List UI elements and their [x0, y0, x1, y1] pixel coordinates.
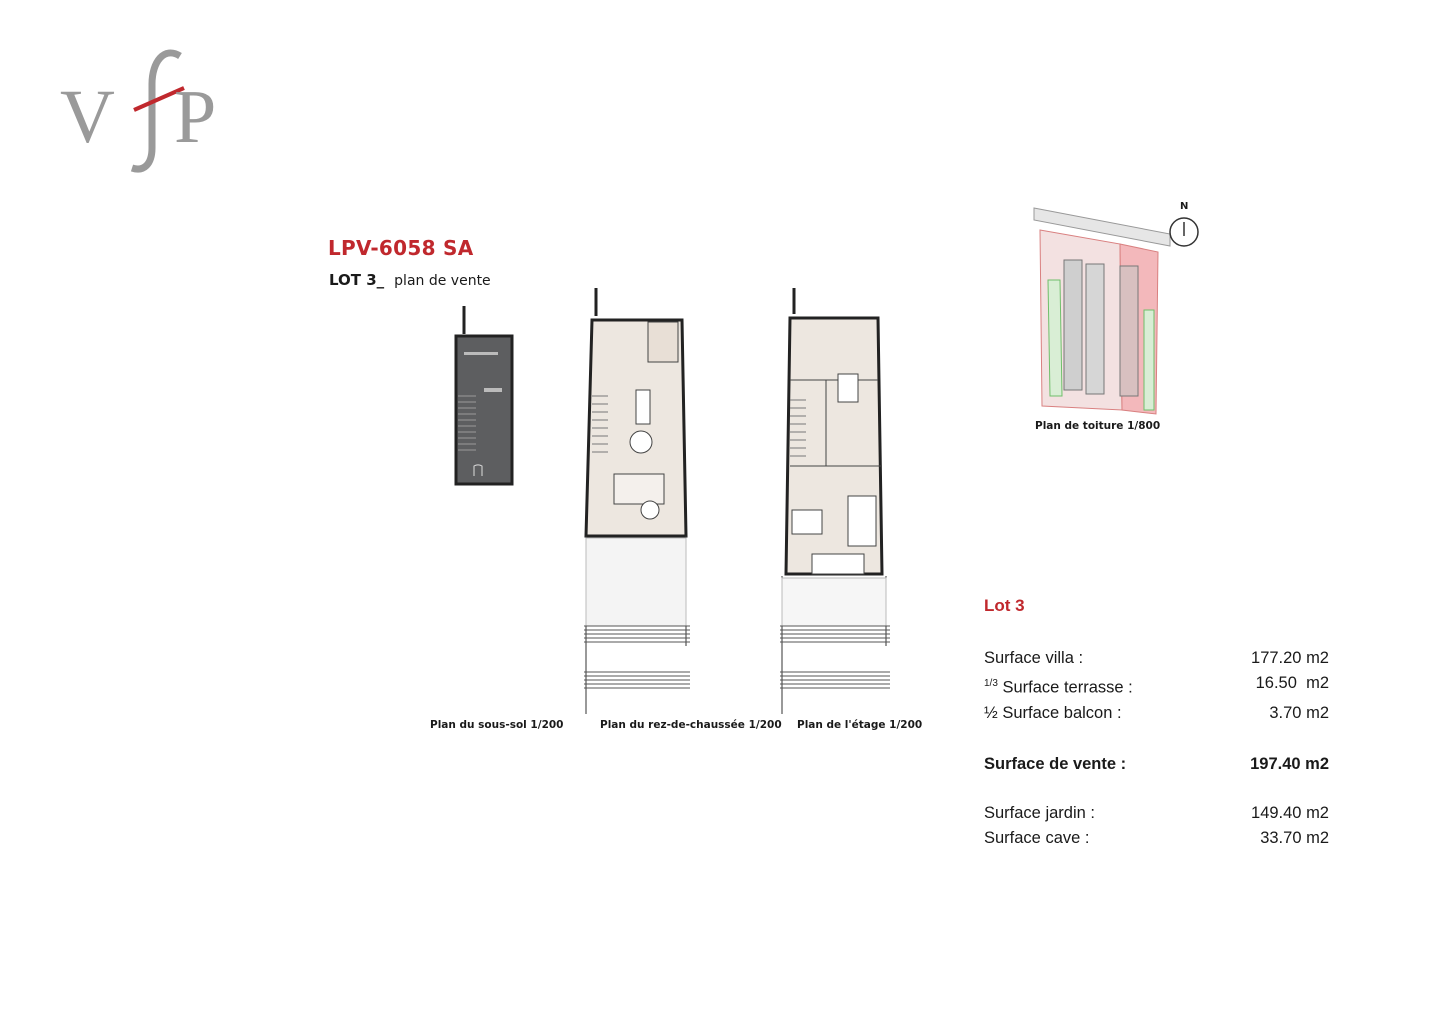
vfp-logo — [60, 44, 240, 174]
summary-row — [984, 801, 1329, 826]
summary-label: Surface jardin : — [984, 803, 1095, 822]
summary-label: Surface cave : — [984, 828, 1090, 847]
summary-value: 149.40 m2 — [1251, 803, 1329, 822]
north-indicator: N — [1180, 201, 1189, 212]
surface-summary — [984, 596, 1329, 851]
svg-text:V: V — [60, 75, 115, 159]
summary-value: 16.50 m2 — [1255, 674, 1329, 692]
summary-label: ½ Surface balcon : — [984, 703, 1122, 722]
lot-subtitle: plan de vente — [394, 273, 491, 289]
summary-row — [984, 646, 1329, 671]
roof-plan-caption: Plan de toiture 1/800 — [1035, 420, 1161, 432]
basement-caption: Plan du sous-sol 1/200 — [430, 719, 564, 731]
summary-row — [984, 671, 1329, 701]
lot-heading — [329, 271, 491, 289]
summary-label: Surface villa : — [984, 649, 1084, 667]
summary-total-row — [984, 752, 1329, 777]
summary-value: 33.70 m2 — [1260, 828, 1329, 847]
roof-site-plan — [1030, 200, 1210, 418]
svg-text:P: P — [174, 75, 217, 159]
total-value: 197.40 m2 — [1250, 754, 1329, 773]
summary-row — [984, 701, 1329, 726]
summary-row — [984, 826, 1329, 851]
summary-value: 177.20 m2 — [1251, 649, 1329, 667]
summary-value: 3.70 m2 — [1269, 703, 1329, 722]
upper-floor-caption: Plan de l'étage 1/200 — [797, 719, 923, 731]
summary-title: Lot 3 — [984, 596, 1025, 615]
ground-floor-caption: Plan du rez-de-chaussée 1/200 — [600, 719, 782, 731]
basement-plan — [450, 300, 520, 490]
reference-title: LPV-6058 SA — [328, 236, 474, 260]
upper-floor-plan — [778, 286, 898, 716]
total-label: Surface de vente : — [984, 754, 1127, 773]
fraction-prefix: 1/3 — [984, 678, 998, 689]
summary-label-text: Surface terrasse : — [997, 678, 1133, 697]
summary-label — [984, 671, 1133, 701]
lot-label: LOT 3_ — [329, 271, 385, 289]
ground-floor-plan — [578, 286, 698, 716]
